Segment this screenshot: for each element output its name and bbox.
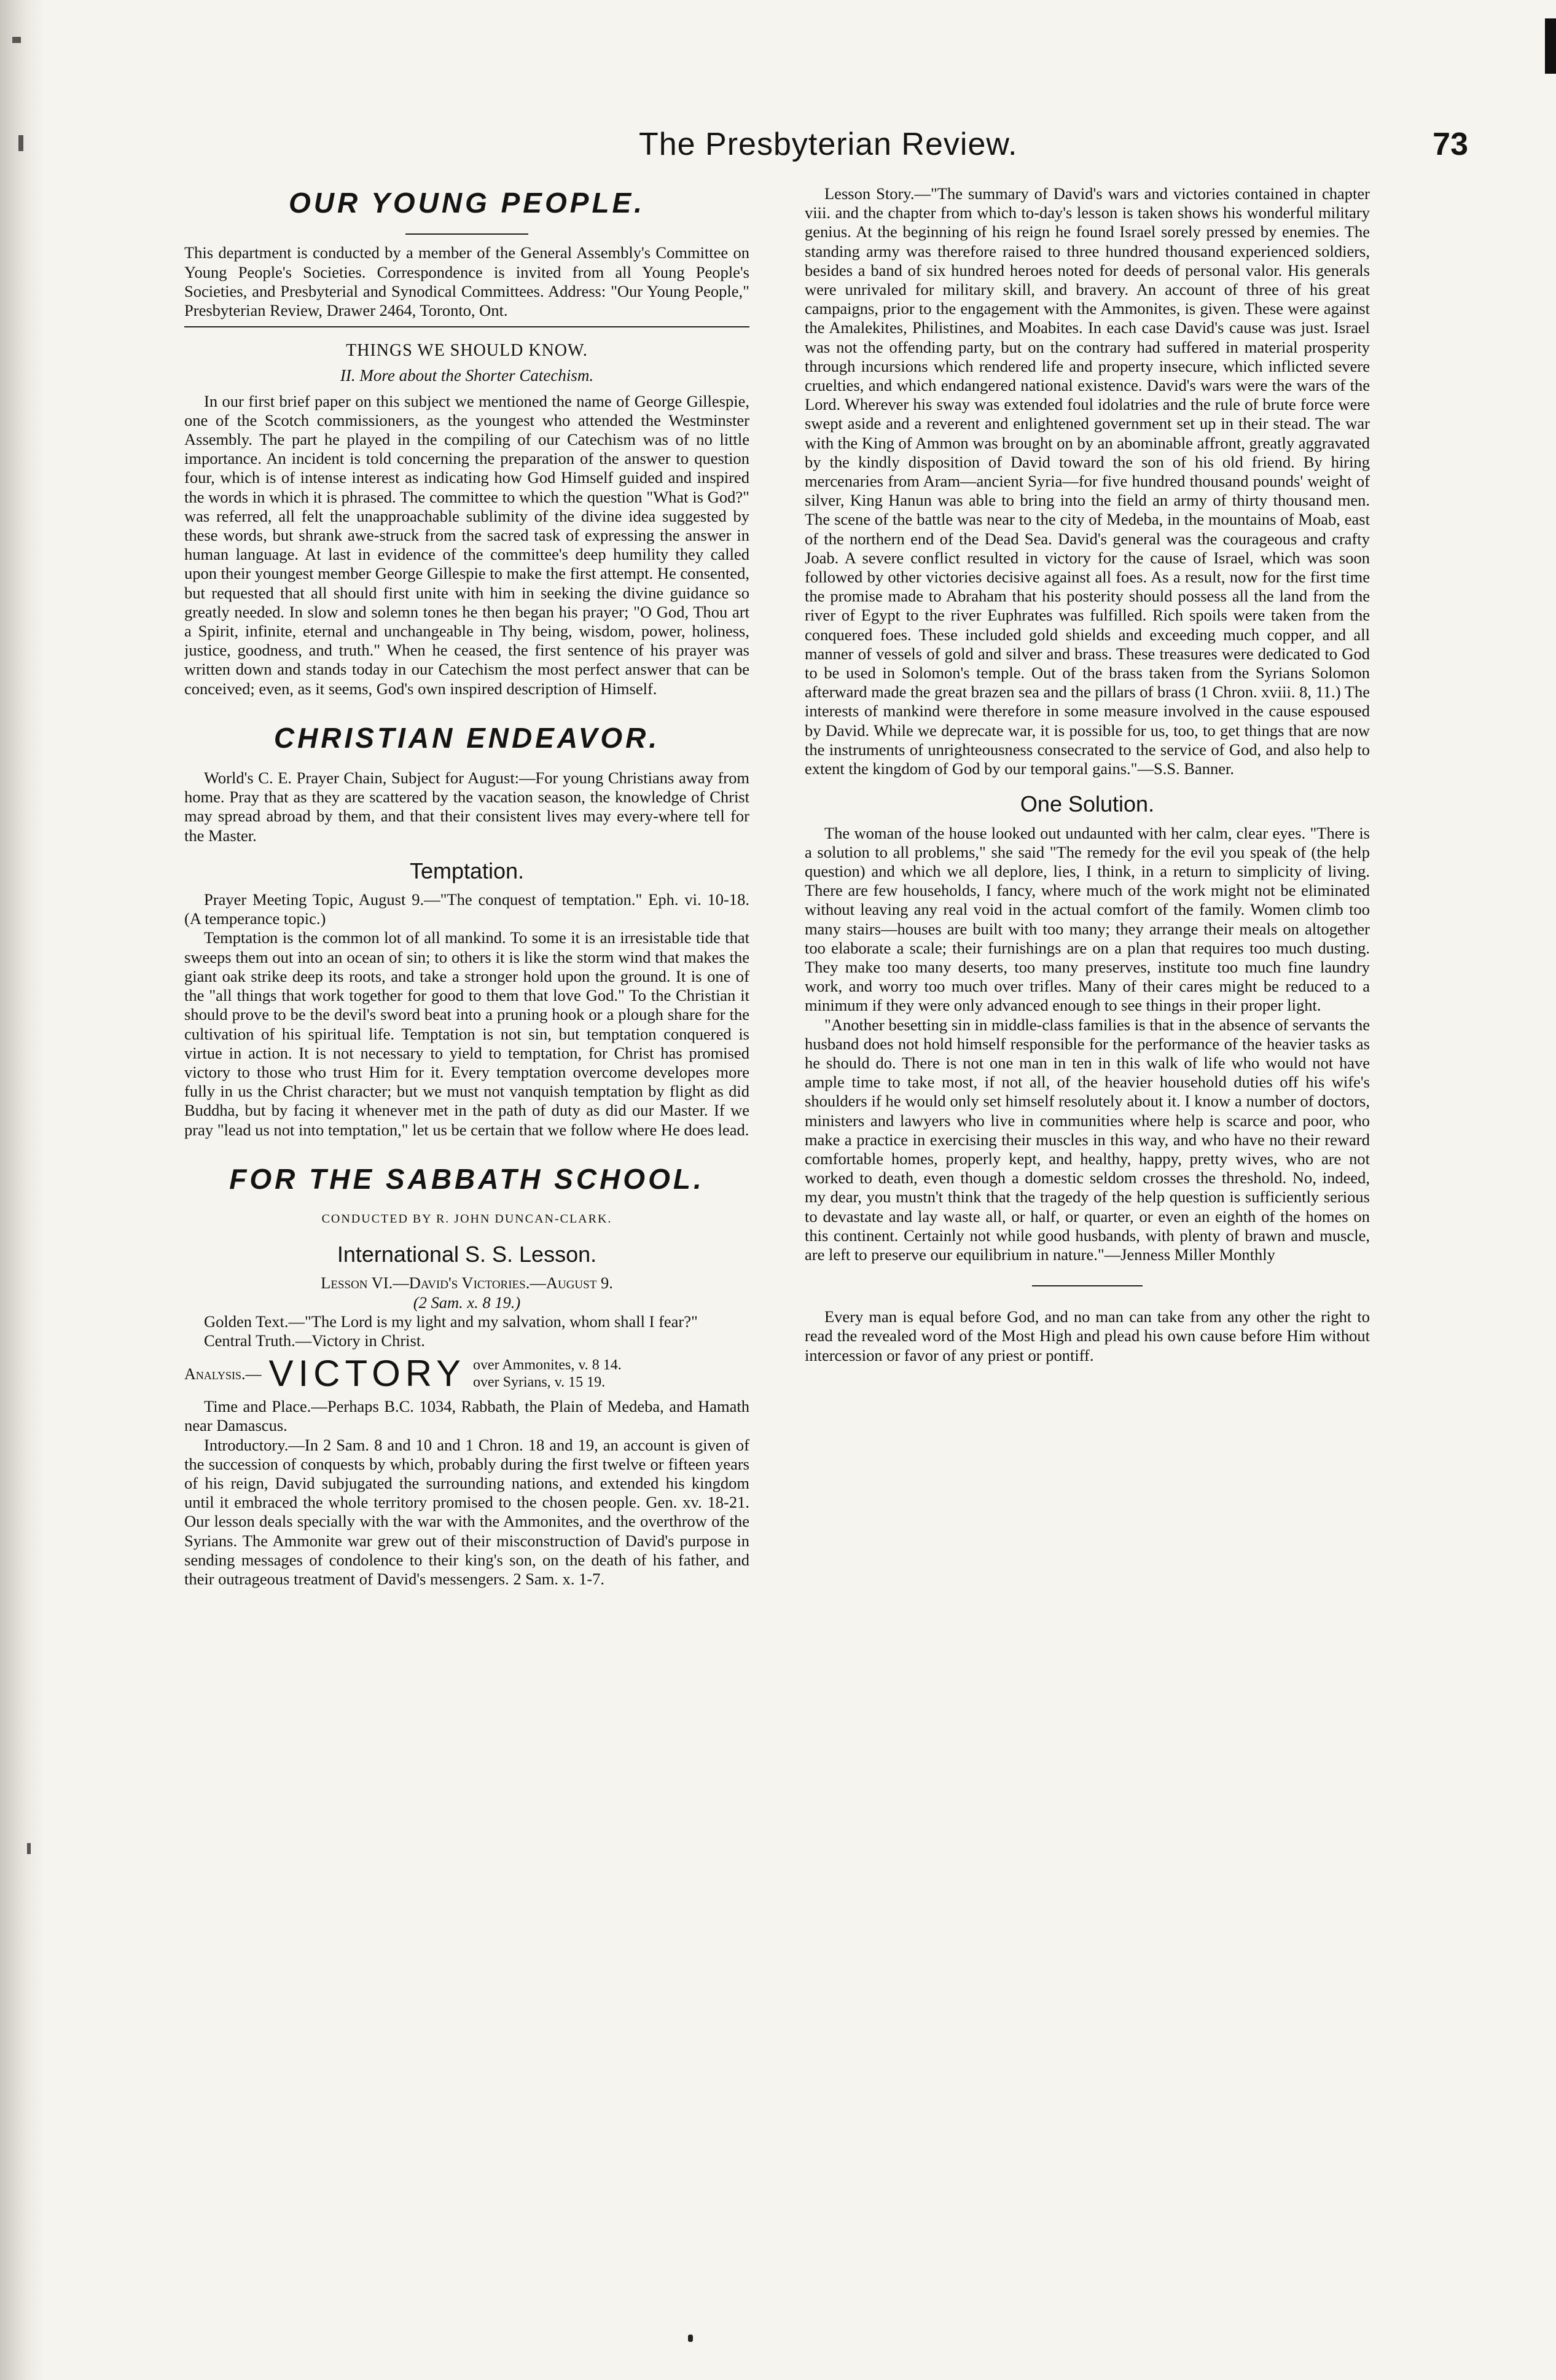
scan-left-edge xyxy=(0,0,44,2380)
scan-speck xyxy=(12,37,21,43)
temptation-body: Temptation is the common lot of all mankind. To some it is an irresistable tide that sweeps them out into an ocean of sin; to others it is like the storm wind that makes the giant oak strike deep its roots, and take a stronger hold upon the ground. It is one of the "all things that work together for good to them that love God." To the Christian it should prove to be the devil's sword beat into a pruning hook or a plough share for the cultivation of his spiritual life. Temptation is not sin, but temptation conquered is virtue in action. It is not necessary to yield to temptation, for Christ has promised victory to those who trust Him for it. Every temptation overcome developes more fully in us the Christ character; but we must not vanquish temptation by flight as did Buddha, but by facing it whenever met in the path of duty as did our Master. If we pray "lead us not into temptation," let us be certain that we follow where He does lead. xyxy=(184,928,749,1139)
lesson-title: International S. S. Lesson. xyxy=(337,1242,597,1267)
lesson-line: Lesson VI.—David's Victories.—August 9. xyxy=(321,1274,613,1293)
central-truth: Central Truth.—Victory in Christ. xyxy=(204,1331,425,1350)
analysis-point-2: over Syrians, v. 15 19. xyxy=(473,1374,606,1391)
section-heading-christian-endeavor: CHRISTIAN ENDEAVOR. xyxy=(273,721,660,754)
analysis-word: VICTORY xyxy=(268,1353,466,1395)
scripture-ref: (2 Sam. x. 8 19.) xyxy=(413,1293,521,1312)
one-solution-para-1: The woman of the house looked out undaunted with her calm, clear eyes. "There is a solution to all problems," she said "The remedy for the evil you speak of (the help question) and which we all deplore, lies, I think, in a return to simplicity of living. There are few households, I fancy, where much of the work might not be eliminated without leaving any real void in the actual comfort of the family. Women climb too many stairs—houses are built with too many; they arrange their meals on altogether too elaborate a scale; their furnishings are on a plan that requires too much dusting. They make too many deserts, too many preserves, institute too much fine laundry work, and worry too much over trifles. Many of their cares might be reduced to a minimum if they were only advanced enough to see things in their proper light. xyxy=(805,823,1370,1015)
temptation-title: Temptation. xyxy=(409,858,525,883)
things-title: THINGS WE SHOULD KNOW. xyxy=(346,341,588,361)
closing-paragraph: Every man is equal before God, and no man can take from any other the right to read the revealed word of the Most High and plead his own cause before Him without intercession or favor of any priest or pontiff. xyxy=(805,1307,1370,1364)
analysis-point-1: over Ammonites, v. 8 14. xyxy=(473,1357,622,1374)
golden-text: Golden Text.—"The Lord is my light and my salvation, whom shall I fear?" xyxy=(204,1312,698,1331)
time-and-place: Time and Place.—Perhaps B.C. 1034, Rabbath, the Plain of Medeba, and Hamath near Damascus. xyxy=(184,1397,749,1435)
prayer-chain: World's C. E. Prayer Chain, Subject for August:—For young Christians away from home. Pray that as they are scattered by the vacation season, the knowledge of Christ may spread abroad by them, and that their consistent lives may every-where tell for the Master. xyxy=(184,769,749,845)
analysis-label: Analysis.— xyxy=(184,1364,262,1383)
divider xyxy=(184,326,749,327)
prayer-meeting-topic: Prayer Meeting Topic, August 9.—"The conquest of temptation." Eph. vi. 10-18. (A temperance topic.) xyxy=(184,890,749,928)
section-heading-young-people: OUR YOUNG PEOPLE. xyxy=(288,187,646,219)
young-people-intro: This department is conducted by a member of the General Assembly's Committee on Young People's Societies. Correspondence is invited from all Young People's Societies, and Presbyterial and Synodical Committees. Address: "Our Young People," Presbyterian Review, Drawer 2464, Toronto, Ont. xyxy=(184,243,749,319)
things-body: In our first brief paper on this subject we mentioned the name of George Gillespie, one of the Scotch commissioners, as the youngest who attended the Westminster Assembly. The part he played in the compiling of our Catechism was of no little importance. An incident is told concerning the preparation of the answer to question four, which is of intense interest as indicating how God Himself guided and inspired the words in which it is phrased. The committee to which the question "What is God?" was referred, all felt the unapproachable sublimity of the divine idea suggested by these words, but shrank awe-struck from the sacred task of expressing the answer in human language. At last in evidence of the committee's deep humility they called upon their youngest member George Gillespie to make the first attempt. He consented, but requested that all should first unite with him in seeking the divine guidance so greatly needed. In slow and solemn tones he then began his prayer; "O God, Thou art a Spirit, infinite, eternal and unchangeable in Thy being, wisdom, power, holiness, justice, goodness, and truth." When he ceased, the first sentence of his prayer was written down and stands today in our Catechism the most perfect answer that can be conceived; even, as it seems, God's own inspired description of Himself. xyxy=(184,391,749,698)
page-header xyxy=(264,126,1468,169)
conducted-by: CONDUCTED BY R. JOHN DUNCAN-CLARK. xyxy=(321,1212,612,1226)
divider xyxy=(405,233,528,235)
print-mark xyxy=(688,2335,693,2342)
section-heading-sabbath-school: FOR THE SABBATH SCHOOL. xyxy=(229,1162,705,1195)
analysis xyxy=(184,1353,749,1395)
scan-speck xyxy=(18,135,23,151)
page-number: 73 xyxy=(1433,127,1468,162)
lesson-story: Lesson Story.—"The summary of David's wars and victories contained in chapter viii. and the chapter from which to-day's lesson is taken shows his wonderful military genius. At the beginning of his reign he found Israel sorely pressed by enemies. The standing army was therefore raised to three hundred thousand experienced soldiers, besides a band of six hundred heroes noted for deeds of personal valor. His generals were unrivaled for military skill, and bravery. An account of three of his great campaigns, prior to the engagement with the Ammonites, is given. These were against the Amalekites, Philistines, and Moabites. In each case David's cause was just. Israel was not the offending party, but on the contrary had suffered in material prosperity through incursions which rendered life and property insecure, which inflicted severe cruelties, and which endangered national existence. David's wars were the wars of the Lord. Wherever his sway was extended foul idolatries and the rule of brute force were swept aside and a reverent and enlightened government set up in their stead. The war with the King of Ammon was brought on by an abominable affront, greatly aggravated by the kindly disposition of David toward the son of his old friend. By hiring mercenaries from Aram—ancient Syria—for five hundred thousand pounds' weight of silver, King Hanun was able to bring into the field an army of thirty thousand men. The scene of the battle was near to the city of Medeba, in the mountains of Moab, east of the northern end of the Dead Sea. David's general was the courageous and crafty Joab. A severe conflict resulted in victory for the cause of Israel, which was soon followed by other victories decisive against all foes. As a result, now for the first time the promise made to Abraham that his posterity should possess all the land from the river of Egypt to the river Euphrates was fulfilled. Rich spoils were taken from the conquered foes. These included gold shields and exceeding much copper, and all manner of vessels of gold and silver and brass. These treasures were dedicated to God to be used in Solomon's temple. Out of the brass taken from the Syrians Solomon afterward made the great brazen sea and the pillars of brass (1 Chron. xviii. 8, 11.) The interests of mankind were therefore in some measure involved in the cause espoused by David. While we deprecate war, it is possible for us, too, to get things that are now the instruments of unrighteousness consecrated to the service of God, and also help to extent the kingdom of God by our temporal gains."—S.S. Banner. xyxy=(805,184,1370,778)
things-subtitle: II. More about the Shorter Catechism. xyxy=(340,366,594,385)
one-solution-para-2: "Another besetting sin in middle-class families is that in the absence of servants the husband does not hold himself responsible for the performance of the heavier tasks as he should do. There is not one man in ten in this walk of life who would not have ample time to take most, if not all, of the heavier household duties off his wife's shoulders if he would only set himself resolutely about it. I know a number of doctors, ministers and lawyers who live in communities where help is scarce and poor, who make a practice in exercising their muscles in this way, and who have no their reward comfortable homes, properly kept, and healthy, happy, pretty wives, who are not worked to death, even though a domestic seldom crosses the threshold. No, indeed, my dear, you mustn't think that the tragedy of the help question is sufficiently serious to devastate and lay waste all, or half, or quarter, or even an eighth of the homes on this continent. Certainly not while good husbands, with plenty of brawn and muscle, are left to preserve our equilibrium in nature."—Jenness Miller Monthly xyxy=(805,1015,1370,1264)
divider xyxy=(1032,1285,1143,1286)
right-column xyxy=(805,184,1370,2310)
scan-edge-mark xyxy=(1545,18,1556,74)
scan-speck xyxy=(27,1843,31,1854)
left-column xyxy=(184,184,749,2310)
running-title: The Presbyterian Review. xyxy=(639,127,1018,162)
analysis-points xyxy=(473,1356,622,1391)
one-solution-title: One Solution. xyxy=(1020,791,1155,817)
introductory: Introductory.—In 2 Sam. 8 and 10 and 1 Chron. 18 and 19, an account is given of the succession of conquests by which, probably during the first twelve or fifteen years of his reign, David subjugated the surrounding nations, and extended his kingdom until it embraced the whole territory promised to the chosen people. Gen. xv. 18-21. Our lesson deals specially with the war with the Ammonites, and the overthrow of the Syrians. The Ammonite war grew out of their misconstruction of David's purpose in sending messages of condolence to their king's son, on the death of his father, and their outrageous treatment of David's messengers. 2 Sam. x. 1-7. xyxy=(184,1435,749,1589)
